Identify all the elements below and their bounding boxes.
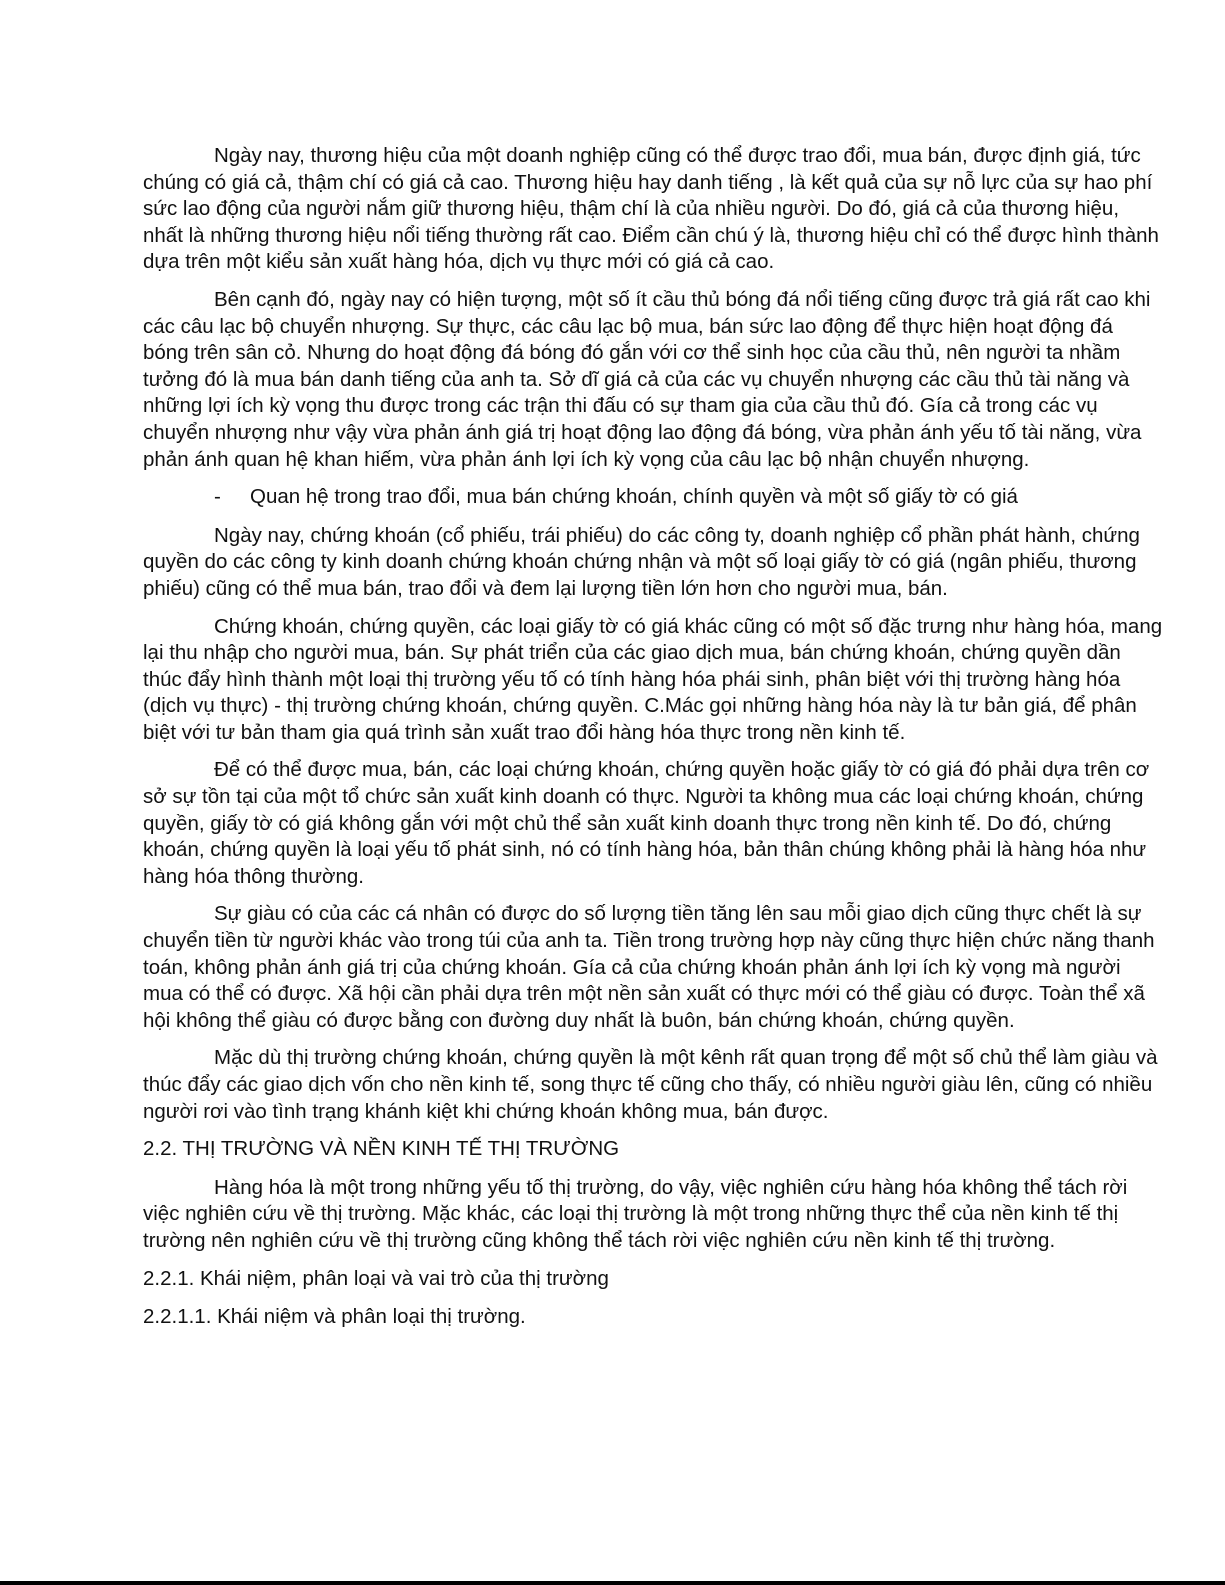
paragraph-market-channel: Mặc dù thị trường chứng khoán, chứng quyền là một kênh rất quan trọng để một số chủ thể làm giàu và thúc đẩy các giao dịch vốn cho nền kinh tế, song thực tế cũng cho thấy, có nhiều người giàu lên, cũng có nhiều người rơi vào tình trạng khánh kiệt khi chứng khoán không mua, bán được. xyxy=(143,1046,1158,1123)
bullet-dash: - xyxy=(214,485,221,509)
bullet-item xyxy=(143,484,1163,511)
paragraph-wealth-transfer: Sự giàu có của các cá nhân có được do số lượng tiền tăng lên sau mỗi giao dịch cũng thực chết là sự chuyển tiền từ người khác vào trong túi của anh ta. Tiền trong trường hợp này cũng thực hiện chức năng thanh toán, không phản ánh giá trị của chứng khoán. Gía cả của chứng khoán phản ánh lợi ích kỳ vọng mà người mua có thể có được. Xã hội cần phải dựa trên một nền sản xuất có thực mới có thể giàu có được. Toàn thể xã hội không thể giàu có được bằng con đường duy nhất là buôn, bán chứng khoán, chứng quyền. xyxy=(143,902,1155,1032)
paragraph-securities-basis: Để có thể được mua, bán, các loại chứng khoán, chứng quyền hoặc giấy tờ có giá đó phải dựa trên cơ sở sự tồn tại của một tổ chức sản xuất kinh doanh có thực. Người ta không mua các loại chứng khoán, chứng quyền, giấy tờ có giá không gắn với một chủ thể sản xuất kinh doanh thực trong nền kinh tế. Do đó, chứng khoán, chứng quyền là loại yếu tố phát sinh, nó có tính hàng hóa, bản thân chúng không phải là hàng hóa như hàng hóa thông thường. xyxy=(143,758,1150,888)
section-heading-2-2: 2.2. THỊ TRƯỜNG VÀ NỀN KINH TẾ THỊ TRƯỜNG xyxy=(143,1137,620,1161)
paragraph-brand-value: Ngày nay, thương hiệu của một doanh nghiệp cũng có thể được trao đổi, mua bán, được định giá, tức chúng có giá cả, thậm chí có giá cả cao. Thương hiệu hay danh tiếng , là kết quả của sự nỗ lực của sự hao phí sức lao động của người nắm giữ thương hiệu, thậm chí là của nhiều người. Do đó, giá cả của thương hiệu, nhất là những thương hiệu nổi tiếng thường rất cao. Điểm cần chú ý là, thương hiệu chỉ có thể được hình thành dựa trên một kiểu sản xuất hàng hóa, dịch vụ thực mới có giá cả cao. xyxy=(143,144,1159,274)
document-page xyxy=(143,143,1163,1343)
paragraph-market-intro: Hàng hóa là một trong những yếu tố thị trường, do vậy, việc nghiên cứu hàng hóa không thể tách rời việc nghiên cứu về thị trường. Mặc khác, các loại thị trường là một trong những thực thể của nền kinh tế thị trường nên nghiên cứu về thị trường cũng không thể tách rời việc nghiên cứu nền kinh tế thị trường. xyxy=(143,1175,1128,1252)
page-bottom-border xyxy=(0,1581,1225,1585)
section-heading-2-2-1: 2.2.1. Khái niệm, phân loại và vai trò của thị trường xyxy=(143,1266,609,1290)
paragraph-securities-intro: Ngày nay, chứng khoán (cổ phiếu, trái phiếu) do các công ty, doanh nghiệp cổ phần phát hành, chứng quyền do các công ty kinh doanh chứng khoán chứng nhận và một số loại giấy tờ có giá (ngân phiếu, thương phiếu) cũng có thể mua bán, trao đổi và đem lại lượng tiền lớn hơn cho người mua, bán. xyxy=(143,523,1140,600)
bullet-text: Quan hệ trong trao đổi, mua bán chứng khoán, chính quyền và một số giấy tờ có giá xyxy=(250,485,1018,509)
paragraph-securities-features: Chứng khoán, chứng quyền, các loại giấy tờ có giá khác cũng có một số đặc trưng như hàng hóa, mang lại thu nhập cho người mua, bán. Sự phát triển của các giao dịch mua, bán chứng khoán, chứng quyền dần thúc đẩy hình thành một loại thị trường yếu tố có tính hàng hóa phái sinh, phân biệt với thị trường hàng hóa (dịch vụ thực) - thị trường chứng khoán, chứng quyền. C.Mác gọi những hàng hóa này là tư bản giá, để phân biệt với tư bản tham gia quá trình sản xuất trao đổi hàng hóa thực trong nền kinh tế. xyxy=(143,614,1163,744)
section-heading-2-2-1-1: 2.2.1.1. Khái niệm và phân loại thị trường. xyxy=(143,1305,526,1329)
paragraph-football-transfer: Bên cạnh đó, ngày nay có hiện tượng, một số ít cầu thủ bóng đá nổi tiếng cũng được trả giá rất cao khi các câu lạc bộ chuyển nhượng. Sự thực, các câu lạc bộ mua, bán sức lao động để thực hiện hoạt động đá bóng trên sân cỏ. Nhưng do hoạt động đá bóng đó gắn với cơ thể sinh học của cầu thủ, nên người ta nhầm tưởng đó là mua bán danh tiếng của anh ta. Sở dĩ giá cả của các vụ chuyển nhượng các cầu thủ tài năng và những lợi ích kỳ vọng thu được trong các trận thi đấu có sự tham gia của cầu thủ đó. Gía cả trong các vụ chuyển nhượng như vậy vừa phản ánh giá trị hoạt động lao động đá bóng, vừa phản ánh yếu tố tài năng, vừa phản ánh quan hệ khan hiếm, vừa phản ánh lợi ích kỳ vọng của câu lạc bộ nhận chuyển nhượng. xyxy=(143,287,1151,471)
